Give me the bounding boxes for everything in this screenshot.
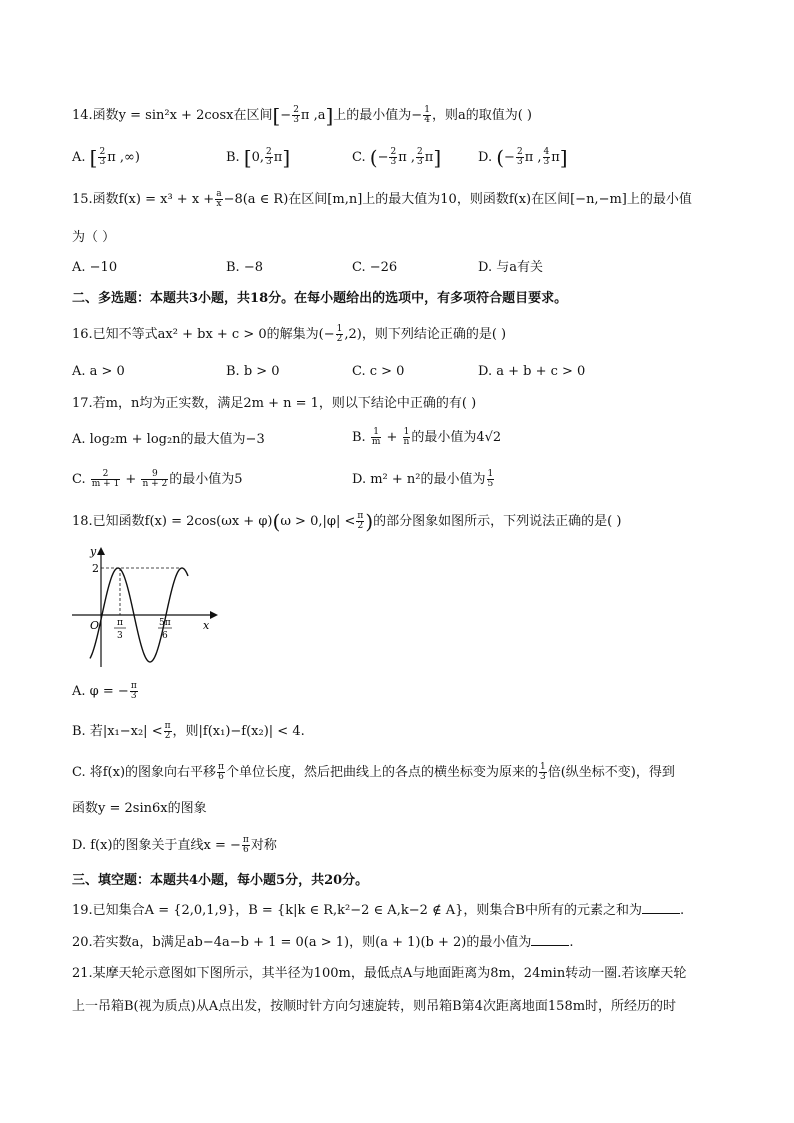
cosine-graph [70,545,220,670]
q16-option-a[interactable]: A. a > 0 [72,364,125,379]
x-axis-label: x [203,619,210,632]
origin-label: O [90,619,100,632]
q17-option-a[interactable]: A. log₂m + log₂n的最大值为−3 [72,432,265,447]
section-3-heading: 三、填空题：本题共4小题，每小题5分，共20分。 [72,873,369,888]
answer-blank-20[interactable] [531,933,569,946]
section-2-heading: 二、多选题：本题共3小题，共18分。在每小题给出的选项中，有多项符合题目要求。 [72,291,568,306]
tick2-den: 6 [162,631,168,641]
question-21-line1: 21.某摩天轮示意图如下图所示，其半径为100m，最低点A与地面距离为8m，24min转动一圈.若该摩天轮 [72,966,687,981]
question-18-stem: 18.已知函数f(x) = 2cos(ωx + φ)(ω > 0,|φ| < $\frac{\pi}{2}$ )的部分图象如图所示，下列说法正确的是( ) [72,509,622,534]
tick1-den: 3 [117,631,123,641]
q18-option-c[interactable]: C. 将f(x)的图象向右平移 $\frac{\pi}{6}$ 个单位长度，然后把曲线上的各点的横坐标变为原来的 $\frac{1}{3}$ 倍(纵坐标不变)，得到 [72,762,675,782]
q14-option-d[interactable]: D. (− $\frac{2}{3}$ π , $\frac{4}{3}$ π] [478,145,568,170]
x-axis-arrow [210,611,218,619]
y-tick-label: 2 [92,562,99,575]
q18-option-c-cont: 函数y = 2sin6x的图象 [72,801,207,816]
question-16-stem: 16.已知不等式ax² + bx + c > 0的解集为(− $\frac{1}{2}$ ,2)，则下列结论正确的是( ) [72,324,507,344]
q14-option-b[interactable]: B. [0, $\frac{2}{3}$ π] [226,145,291,170]
y-axis-arrow [97,547,105,555]
q16-option-c[interactable]: C. c > 0 [352,364,405,379]
q14-option-c[interactable]: C. (− $\frac{2}{3}$ π , $\frac{2}{3}$ π] [352,145,442,170]
question-15-stem-cont: 为（ ） [72,230,116,245]
tick1-num: π [117,618,123,628]
question-19: 19.已知集合A = {2,0,1,9}，B = {k|k ∈ R,k²−2 ∈ A,k−2 ∉ A}，则集合B中所有的元素之和为 . [72,903,685,918]
question-20: 20.若实数a，b满足ab−4a−b + 1 = 0(a > 1)，则(a + 1)(b + 2)的最小值为 . [72,935,574,950]
question-17-stem: 17.若m，n均为正实数，满足2m + n = 1，则以下结论中正确的有( ) [72,396,477,411]
q15-option-d[interactable]: D. 与a有关 [478,260,543,275]
q18-option-d[interactable]: D. f(x)的图象关于直线x = − $\frac{\pi}{6}$ 对称 [72,835,277,855]
q18-option-b[interactable]: B. 若|x₁−x₂| < $\frac{\pi}{2}$ ，则|f(x₁)−f(x₂)| < 4. [72,721,305,741]
question-15-stem: 15.函数f(x) = x³ + x + $\frac{a}{x}$ −8(a ∈ R)在区间[m,n]上的最大值为10，则函数f(x)在区间[−n,−m]上的最小值 [72,189,692,209]
q15-option-b[interactable]: B. −8 [226,260,263,275]
q16-option-b[interactable]: B. b > 0 [226,364,280,379]
q17-option-c[interactable]: C. $\frac{2}{m + 1}$ + $\frac{9}{n + 2}$ 的最小值为5 [72,469,243,489]
q15-option-a[interactable]: A. −10 [72,260,118,275]
answer-blank-19[interactable] [642,901,680,914]
q18-option-a[interactable]: A. φ = − $\frac{\pi}{3}$ [72,681,137,701]
tick2-num: 5π [159,618,171,628]
q14-option-a[interactable]: A. [ $\frac{2}{3}$ π ,∞) [72,145,140,170]
q17-option-b[interactable]: B. $\frac{1}{m}$ + $\frac{1}{n}$ 的最小值为4√2 [352,427,502,447]
q15-option-c[interactable]: C. −26 [352,260,398,275]
q16-option-d[interactable]: D. a + b + c > 0 [478,364,586,379]
question-21-line2: 上一吊箱B(视为质点)从A点出发，按顺时针方向匀速旋转，则吊箱B第4次距离地面158m时，所经历的时 [72,999,677,1014]
y-axis-label: y [90,545,97,558]
question-14-stem: 14.函数y = sin²x + 2cosx在区间[− $\frac{2}{3}$ π ,a]上的最小值为− $\frac{1}{4}$ ，则a的取值为( ) [72,103,532,128]
q17-option-d[interactable]: D. m² + n²的最小值为 $\frac{1}{5}$ [352,469,494,489]
